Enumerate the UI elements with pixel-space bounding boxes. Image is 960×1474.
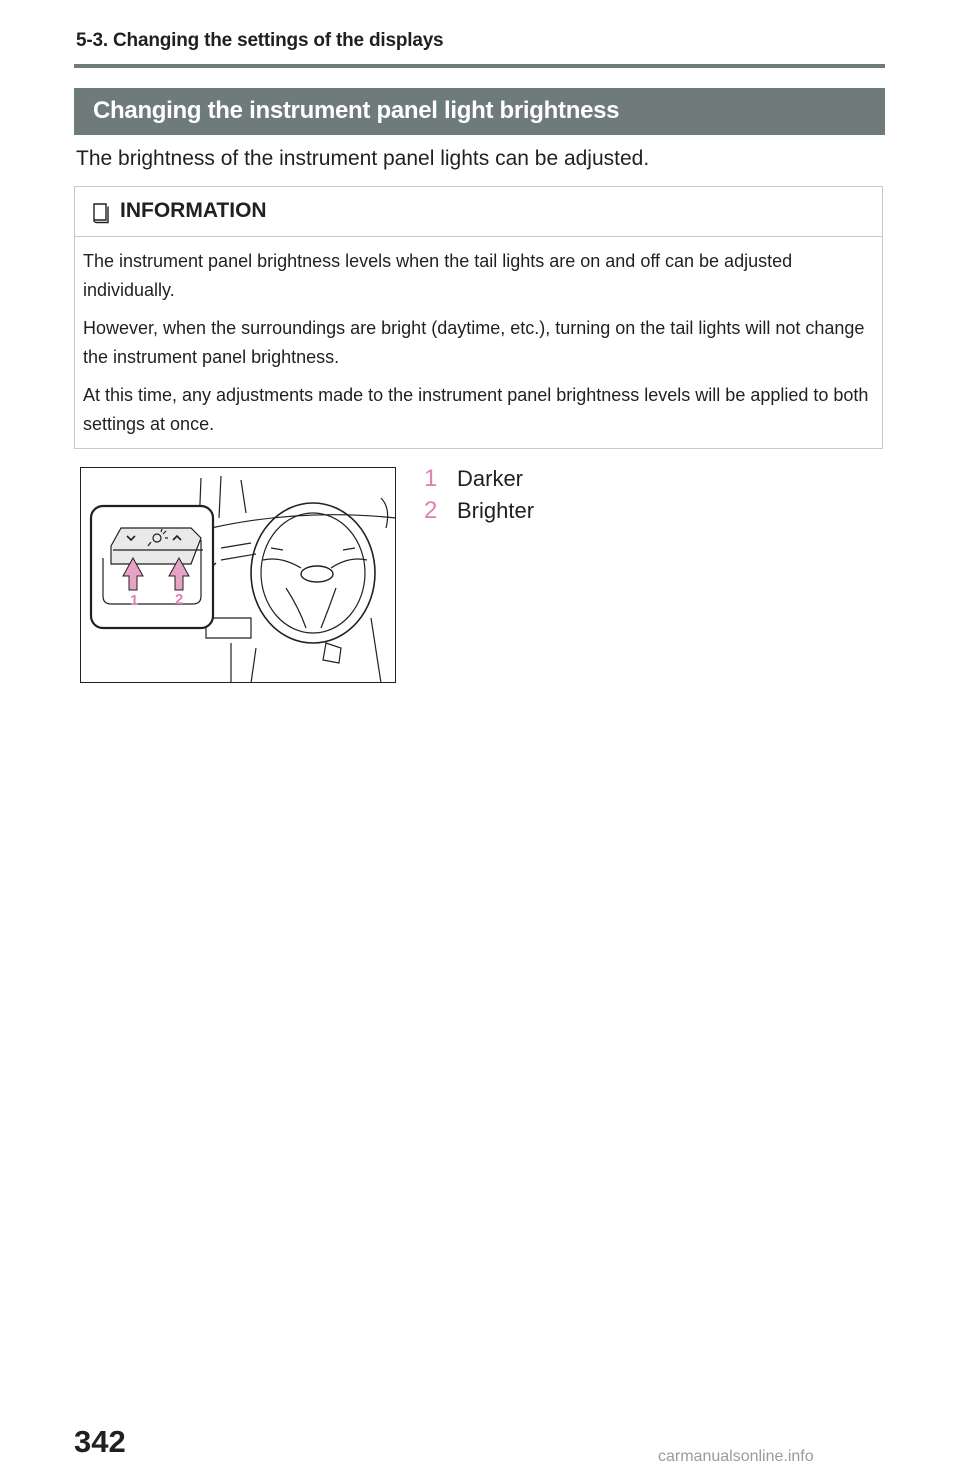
info-paragraph: However, when the surroundings are bright (daytime, etc.), turning on the tail lights will not change the instrument panel brightness. [83, 318, 865, 367]
legend-number: 1 [424, 465, 438, 492]
legend-number: 2 [424, 497, 438, 524]
section-title-bar [74, 88, 885, 135]
running-header: 5-3. Changing the settings of the displays [76, 30, 444, 51]
book-icon [91, 202, 111, 224]
information-label: INFORMATION [120, 199, 267, 222]
information-box [74, 186, 883, 449]
legend-label: Darker [457, 466, 524, 491]
dashboard-illustration [80, 467, 396, 683]
info-paragraph: At this time, any adjustments made to the instrument panel brightness levels will be applied to both settings at once. [83, 385, 869, 434]
information-header [75, 187, 882, 237]
legend-label: Brighter [457, 498, 535, 523]
watermark: carmanualsonline.info [658, 1448, 814, 1465]
figure-legend [424, 463, 534, 527]
header-rule [74, 64, 885, 68]
callout-1: 1 [130, 592, 139, 609]
legend-item [424, 463, 534, 495]
section-title: Changing the instrument panel light brightness [93, 97, 620, 124]
page-number: 342 [74, 1424, 126, 1459]
legend-item [424, 495, 534, 527]
callout-2: 2 [175, 591, 184, 608]
information-body [83, 247, 873, 448]
intro-text: The brightness of the instrument panel lights can be adjusted. [76, 147, 650, 170]
info-paragraph: The instrument panel brightness levels when the tail lights are on and off can be adjusted individually. [83, 251, 793, 300]
dashboard-drawing [81, 468, 396, 683]
